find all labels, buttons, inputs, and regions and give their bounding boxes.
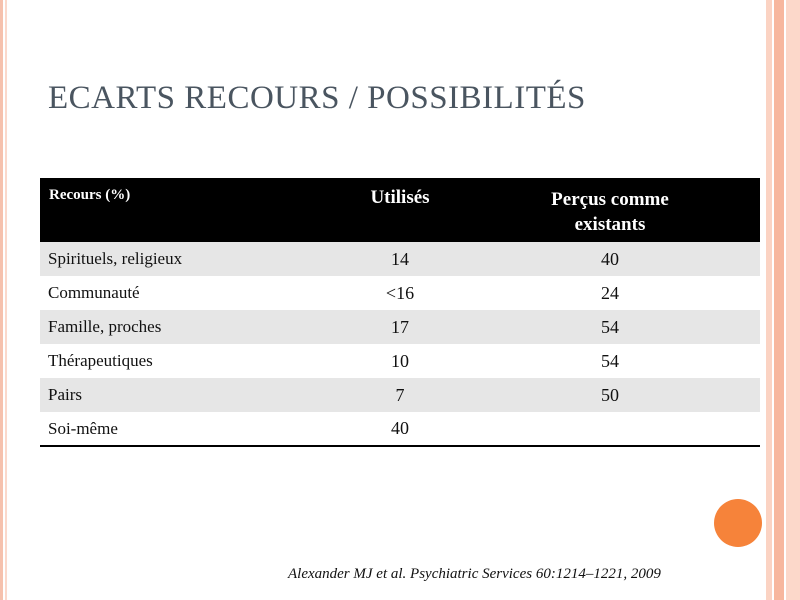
row-perceived: 24 [601,282,619,303]
table-header-row [40,178,760,242]
left-stripe-light [5,0,7,600]
table-row [40,276,760,310]
row-perceived [460,412,760,446]
row-used: 40 [340,412,460,446]
slide-title: ECARTS RECOURS / POSSIBILITÉS [48,80,586,116]
table-row [40,344,760,378]
right-stripe [774,0,784,600]
header-percus-line2: existants [574,214,646,235]
citation: Alexander MJ et al. Psychiatric Services 60:1214–1221, 2009 [288,566,661,582]
table-row [40,310,760,344]
row-perceived: 54 [601,350,619,371]
row-label: Famille, proches [48,317,162,336]
row-label: Communauté [48,283,140,302]
row-used: 14 [391,248,409,269]
row-perceived: 40 [601,248,619,269]
row-used: 10 [391,350,409,371]
row-label: Spirituels, religieux [48,249,183,268]
row-used: <16 [385,282,415,303]
row-used: 7 [395,384,405,405]
right-stripe-light [766,0,772,600]
row-label: Soi-même [40,412,340,446]
recours-table [40,178,760,447]
header-recours: Recours (%) [49,187,131,203]
row-perceived: 54 [601,316,619,337]
row-label: Pairs [48,385,82,404]
row-label: Thérapeutiques [48,351,153,370]
table-row [40,242,760,276]
header-percus [460,178,760,242]
orange-circle-icon [714,499,762,547]
table-row [40,412,760,446]
table-row [40,378,760,412]
row-perceived: 50 [601,384,619,405]
header-percus-line1: Perçus comme [551,189,669,210]
header-utilises: Utilisés [370,187,430,208]
right-stripe-outer [786,0,800,600]
left-stripe [0,0,3,600]
row-used: 17 [391,316,409,337]
